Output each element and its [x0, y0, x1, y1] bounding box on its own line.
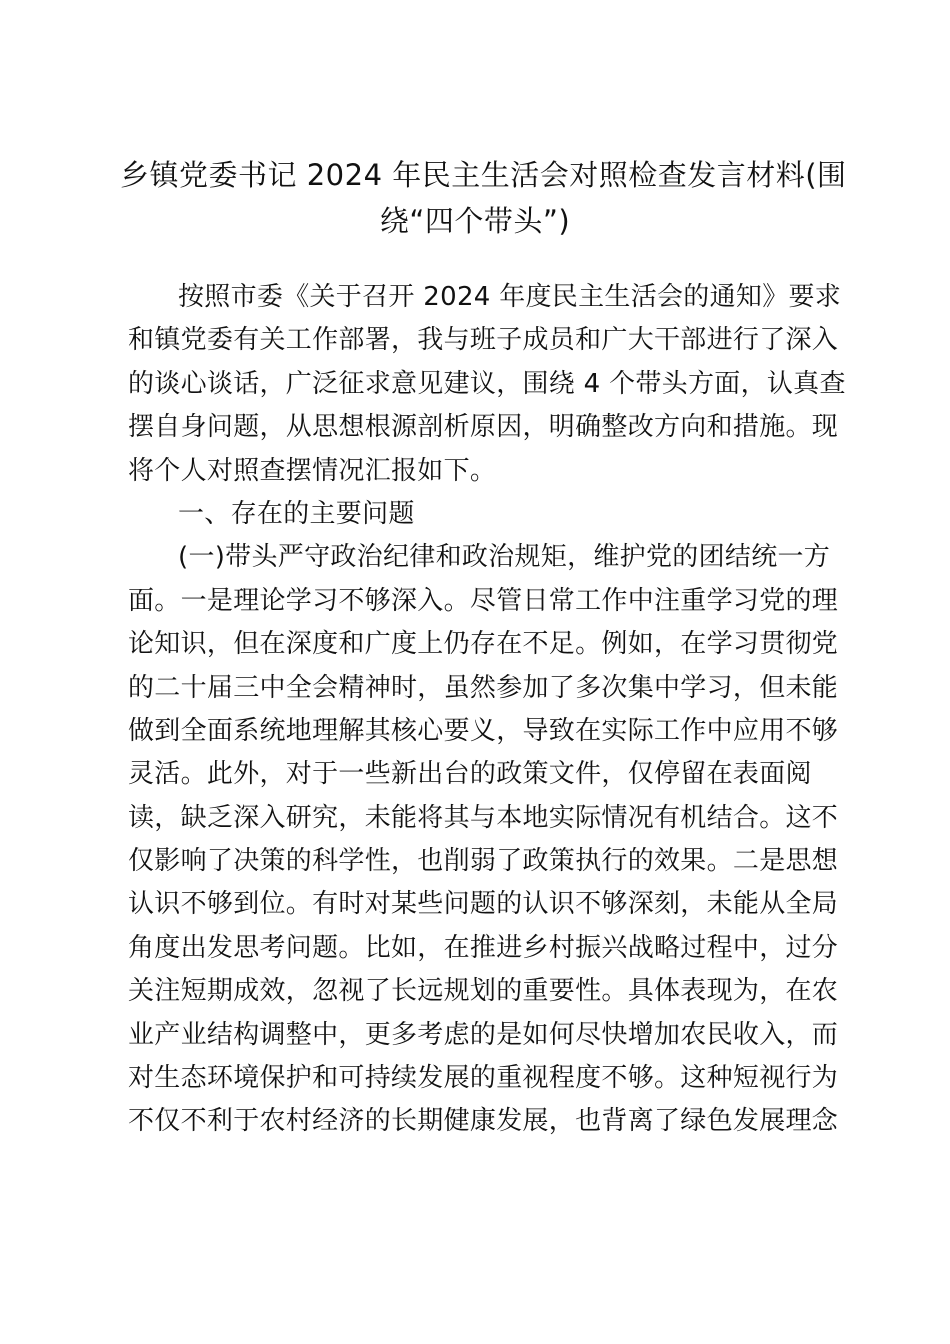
title-line: 绕“四个带头”) [379, 204, 571, 238]
intro-paragraph-line: 摆自身问题，从思想根源剖析原因，明确整改方向和措施。现 [128, 412, 839, 443]
subsection-paragraph-line: 角度出发思考问题。比如，在推进乡村振兴战略过程中，过分 [128, 932, 839, 963]
subsection-paragraph-line: 对生态环境保护和可持续发展的重视程度不够。这种短视行为 [128, 1063, 839, 1094]
intro-paragraph-line: 按照市委《关于召开 2024 年度民主生活会的通知》要求 [178, 282, 842, 312]
subsection-paragraph-line: (一)带头严守政治纪律和政治规矩，维护党的团结统一方 [178, 542, 831, 573]
subsection-paragraph-line: 面。一是理论学习不够深入。尽管日常工作中注重学习党的理 [128, 585, 839, 616]
subsection-paragraph-line: 不仅不利于农村经济的长期健康发展，也背离了绿色发展理念 [128, 1106, 839, 1137]
subsection-paragraph-line: 做到全面系统地理解其核心要义，导致在实际工作中应用不够 [128, 715, 839, 746]
document-body [128, 276, 846, 1144]
intro-paragraph-line: 和镇党委有关工作部署，我与班子成员和广大干部进行了深入 [128, 325, 839, 356]
subsection-paragraph-line: 论知识，但在深度和广度上仍存在不足。例如，在学习贯彻党 [128, 629, 839, 660]
subsection-paragraph-line: 业产业结构调整中，更多考虑的是如何尽快增加农民收入，而 [128, 1019, 839, 1050]
subsection-paragraph-line: 仅影响了决策的科学性，也削弱了政策执行的效果。二是思想 [128, 846, 839, 877]
subsection-paragraph-line: 关注短期成效，忽视了长远规划的重要性。具体表现为，在农 [128, 976, 839, 1007]
subsection-paragraph-line: 读，缺乏深入研究，未能将其与本地实际情况有机结合。这不 [128, 802, 839, 833]
document-title [120, 152, 847, 244]
subsection-paragraph-line: 的二十届三中全会精神时，虽然参加了多次集中学习，但未能 [128, 672, 839, 703]
section-heading: 一、存在的主要问题 [178, 498, 415, 529]
intro-paragraph-line: 将个人对照查摆情况汇报如下。 [128, 455, 497, 486]
subsection-paragraph-line: 认识不够到位。有时对某些问题的认识不够深刻，未能从全局 [128, 889, 839, 920]
intro-paragraph-line: 的谈心谈话，广泛征求意见建议，围绕 4 个带头方面，认真查 [128, 368, 846, 399]
subsection-paragraph-line: 灵活。此外，对于一些新出台的政策文件，仅停留在表面阅 [128, 759, 812, 790]
title-line: 乡镇党委书记 2024 年民主生活会对照检查发言材料(围 [120, 158, 847, 192]
